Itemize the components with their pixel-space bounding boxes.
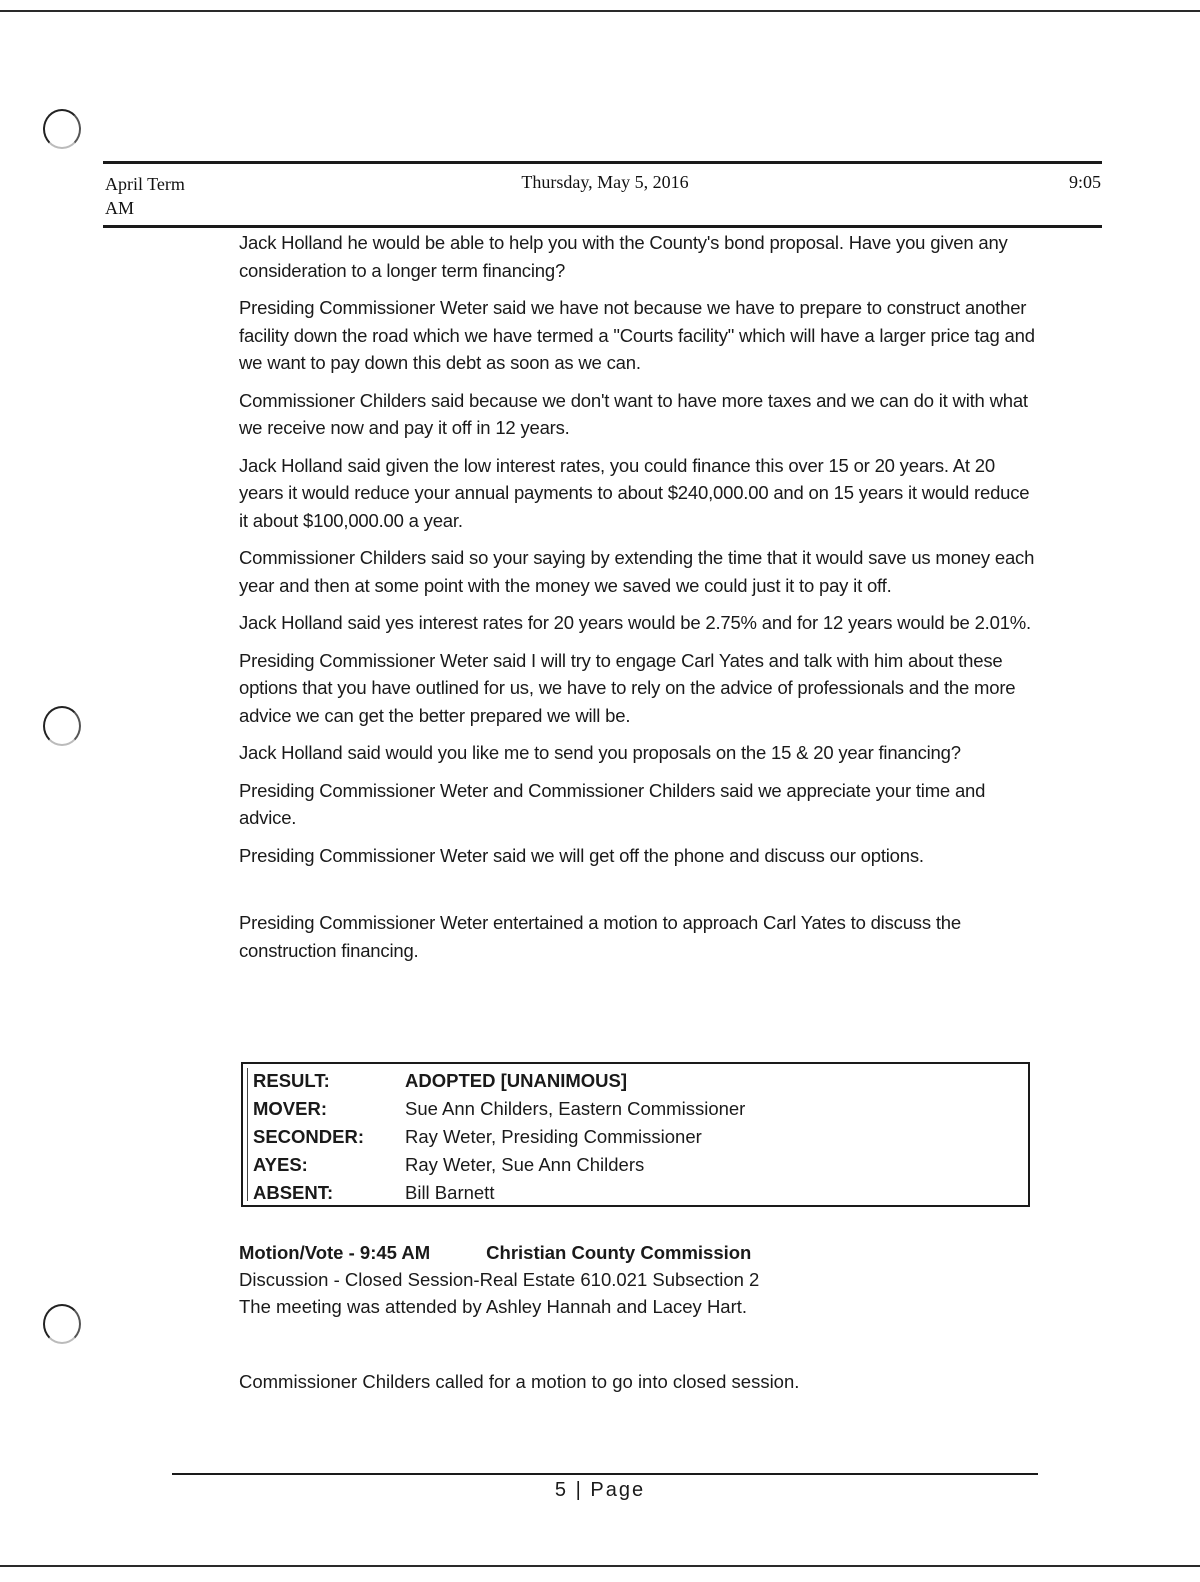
vote-value: Sue Ann Childers, Eastern Commissioner <box>405 1098 746 1119</box>
paragraph: Jack Holland said given the low interest rates, you could finance this over 15 or 20 years. At 20 years it would reduce your annual payments to about $240,000.00 and on 15 years it would reduce it about $100,000.00 a year. <box>239 454 1030 531</box>
punch-hole-bottom <box>43 1304 81 1344</box>
paragraph: Commissioner Childers said because we don't want to have more taxes and we can do it with what we receive now and pay it off in 12 years. <box>239 389 1028 438</box>
motion-discussion: Discussion - Closed Session-Real Estate 610.021 Subsection 2 <box>239 1269 760 1290</box>
vote-value: Ray Weter, Sue Ann Childers <box>405 1154 645 1175</box>
motion-body: Christian County Commission <box>486 1242 752 1263</box>
paragraph: Jack Holland he would be able to help you with the County's bond proposal. Have you given any consideration to a longer term financing? <box>239 232 1008 281</box>
vote-value: Bill Barnett <box>405 1182 495 1203</box>
vote-table-divider <box>247 1068 248 1201</box>
vote-label: RESULT: <box>253 1070 330 1091</box>
paragraph: Presiding Commissioner Weter said I will try to engage Carl Yates and talk with him about these options that you have outlined for us, we have to rely on the advice of professionals and the more advice we can get the better prepared we will be. <box>239 649 1016 726</box>
paragraph: Presiding Commissioner Weter said we will get off the phone and discuss our options. <box>239 844 924 866</box>
vote-label: MOVER: <box>253 1098 327 1119</box>
header-term-suffix: AM <box>105 198 135 218</box>
minutes-body <box>239 229 1039 974</box>
header-term-label: April Term <box>105 174 185 194</box>
paragraph: Presiding Commissioner Weter and Commissioner Childers said we appreciate your time and advice. <box>239 779 986 828</box>
paragraph: Jack Holland said yes interest rates for 20 years would be 2.75% and for 12 years would be 2.01%. <box>239 612 1031 633</box>
page-number: 5 | Page <box>554 1479 646 1501</box>
vote-label: AYES: <box>253 1154 308 1175</box>
header-date: Thursday, May 5, 2016 <box>521 172 689 192</box>
paragraph: Commissioner Childers said so your saying by extending the time that it would save us money each year and then at some point with the money we saved we could just it to pay it off. <box>239 547 1035 596</box>
motion-title <box>239 1239 1039 1266</box>
punch-hole-middle <box>43 706 81 746</box>
motion-vote-block <box>239 1239 1039 1320</box>
scan-edge-bottom <box>0 1565 1200 1567</box>
vote-label: SECONDER: <box>253 1126 365 1147</box>
paragraph: Jack Holland said would you like me to send you proposals on the 15 & 20 year financing? <box>239 742 961 763</box>
header-rule-top <box>103 161 1102 164</box>
header-time: 9:05 <box>1068 172 1101 192</box>
vote-result-table <box>241 1062 1030 1207</box>
motion-attendance: The meeting was attended by Ashley Hannah and Lacey Hart. <box>239 1296 748 1317</box>
motion-time: Motion/Vote - 9:45 AM <box>239 1242 431 1263</box>
paragraph: Presiding Commissioner Weter said we have not because we have to prepare to construct another facility down the road which we have termed a "Courts facility" which will have a larger price tag and we want to pay down this debt as soon as we can. <box>239 297 1035 373</box>
punch-hole-top <box>43 109 81 149</box>
vote-label: ABSENT: <box>253 1182 334 1203</box>
scan-edge-top <box>0 10 1200 12</box>
header-rule-bottom <box>103 225 1102 228</box>
footer-rule <box>172 1473 1038 1475</box>
vote-value: Ray Weter, Presiding Commissioner <box>405 1126 702 1147</box>
closing-sentence: Commissioner Childers called for a motion to go into closed session. <box>239 1371 800 1392</box>
motion-paragraph: Presiding Commissioner Weter entertained a motion to approach Carl Yates to discuss the construction financing. <box>239 912 961 961</box>
vote-value: ADOPTED [UNANIMOUS] <box>405 1070 627 1091</box>
